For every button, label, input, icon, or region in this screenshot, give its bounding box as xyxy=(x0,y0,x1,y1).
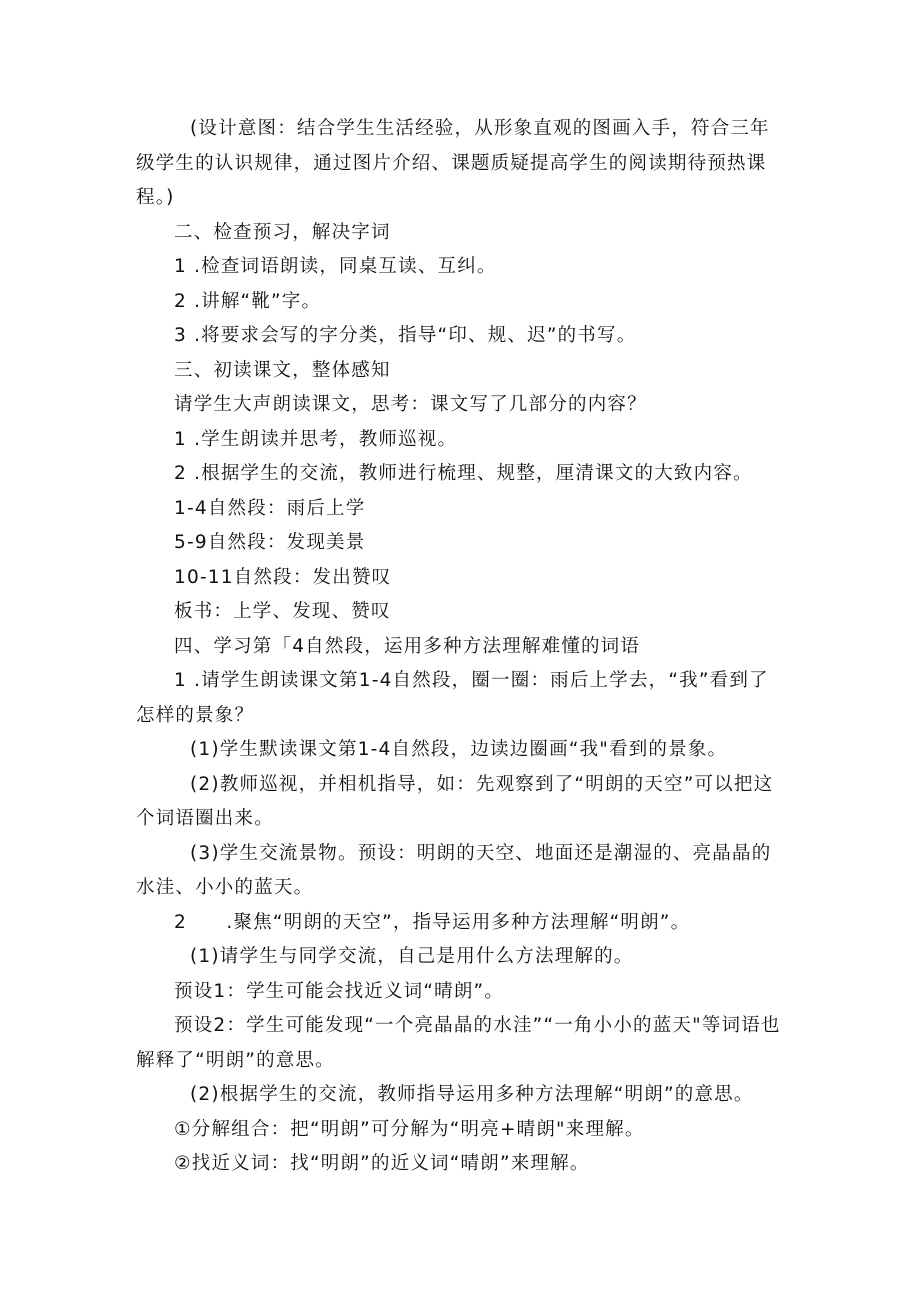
preset-item: 预设2：学生可能发现“一个亮晶晶的水洼”“一角小小的蓝天"等词语也解释了“明朗”的意思。 xyxy=(136,1015,781,1071)
list-item: 3 .将要求会写的字分类，指导“印、规、迟”的书写。 xyxy=(174,325,637,346)
document-page xyxy=(136,112,786,1182)
method-item: ①分解组合：把“明朗”可分解为“明亮+晴朗"来理解。 xyxy=(174,1118,645,1140)
sub-list-item: (2)教师巡视，并相机指导，如：先观察到了“明朗的天空”可以把这个词语圈出来。 xyxy=(136,773,774,829)
section-heading-3: 三、初读课文，整体感知 xyxy=(174,359,391,381)
method-item: ②找近义词：找“明朗”的近义词“晴朗”来理解。 xyxy=(174,1153,590,1174)
list-item: 2 .聚焦“明朗的天空”，指导运用多种方法理解“明朗”。 xyxy=(174,911,691,933)
list-item: 1 .请学生朗读课文第1-4自然段，圈一圈：雨后上学去，“我”看到了怎样的景象？ xyxy=(136,670,769,726)
design-intent-paragraph: (设计意图：结合学生生活经验，从形象直观的图画入手，符合三年级学生的认识规律，通过图片介绍、课题质疑提高学生的阅读期待预热课程。) xyxy=(136,118,770,208)
outline-item: 10-11自然段：发出赞叹 xyxy=(174,566,392,588)
sub-list-item: (1)学生默读课文第1-4自然段，边读边圈画“我"看到的景象。 xyxy=(190,739,728,760)
sub-list-item: (1)请学生与同学交流，自己是用什么方法理解的。 xyxy=(190,946,634,967)
sub-list-item: (2)根据学生的交流，教师指导运用多种方法理解“明朗”的意思。 xyxy=(190,1084,754,1105)
sub-list-item: (3)学生交流景物。预设：明朗的天空、地面还是潮湿的、亮晶晶的水洼、小小的蓝天。 xyxy=(136,842,772,898)
section-heading-4: 四、学习第「4自然段，运用多种方法理解难懂的词语 xyxy=(174,635,641,657)
section-heading-2: 二、检查预习，解决字词 xyxy=(174,221,391,243)
outline-item: 1-4自然段：雨后上学 xyxy=(174,497,366,519)
list-item: 2 .讲解“靴”字。 xyxy=(174,290,322,312)
list-item: 2 .根据学生的交流，教师进行梳理、规整，厘清课文的大致内容。 xyxy=(174,463,753,484)
blackboard-note: 板书：上学、发现、赞叹 xyxy=(174,601,391,622)
outline-item: 5-9自然段：发现美景 xyxy=(174,532,366,553)
preset-item: 预设1：学生可能会找近义词“晴朗”。 xyxy=(174,980,505,1002)
list-item: 1 .检查词语朗读，同桌互读、互纠。 xyxy=(174,256,497,277)
list-item: 1 .学生朗读并思考，教师巡视。 xyxy=(174,428,458,450)
body-paragraph: 请学生大声朗读课文，思考：课文写了几部分的内容？ xyxy=(174,394,647,415)
